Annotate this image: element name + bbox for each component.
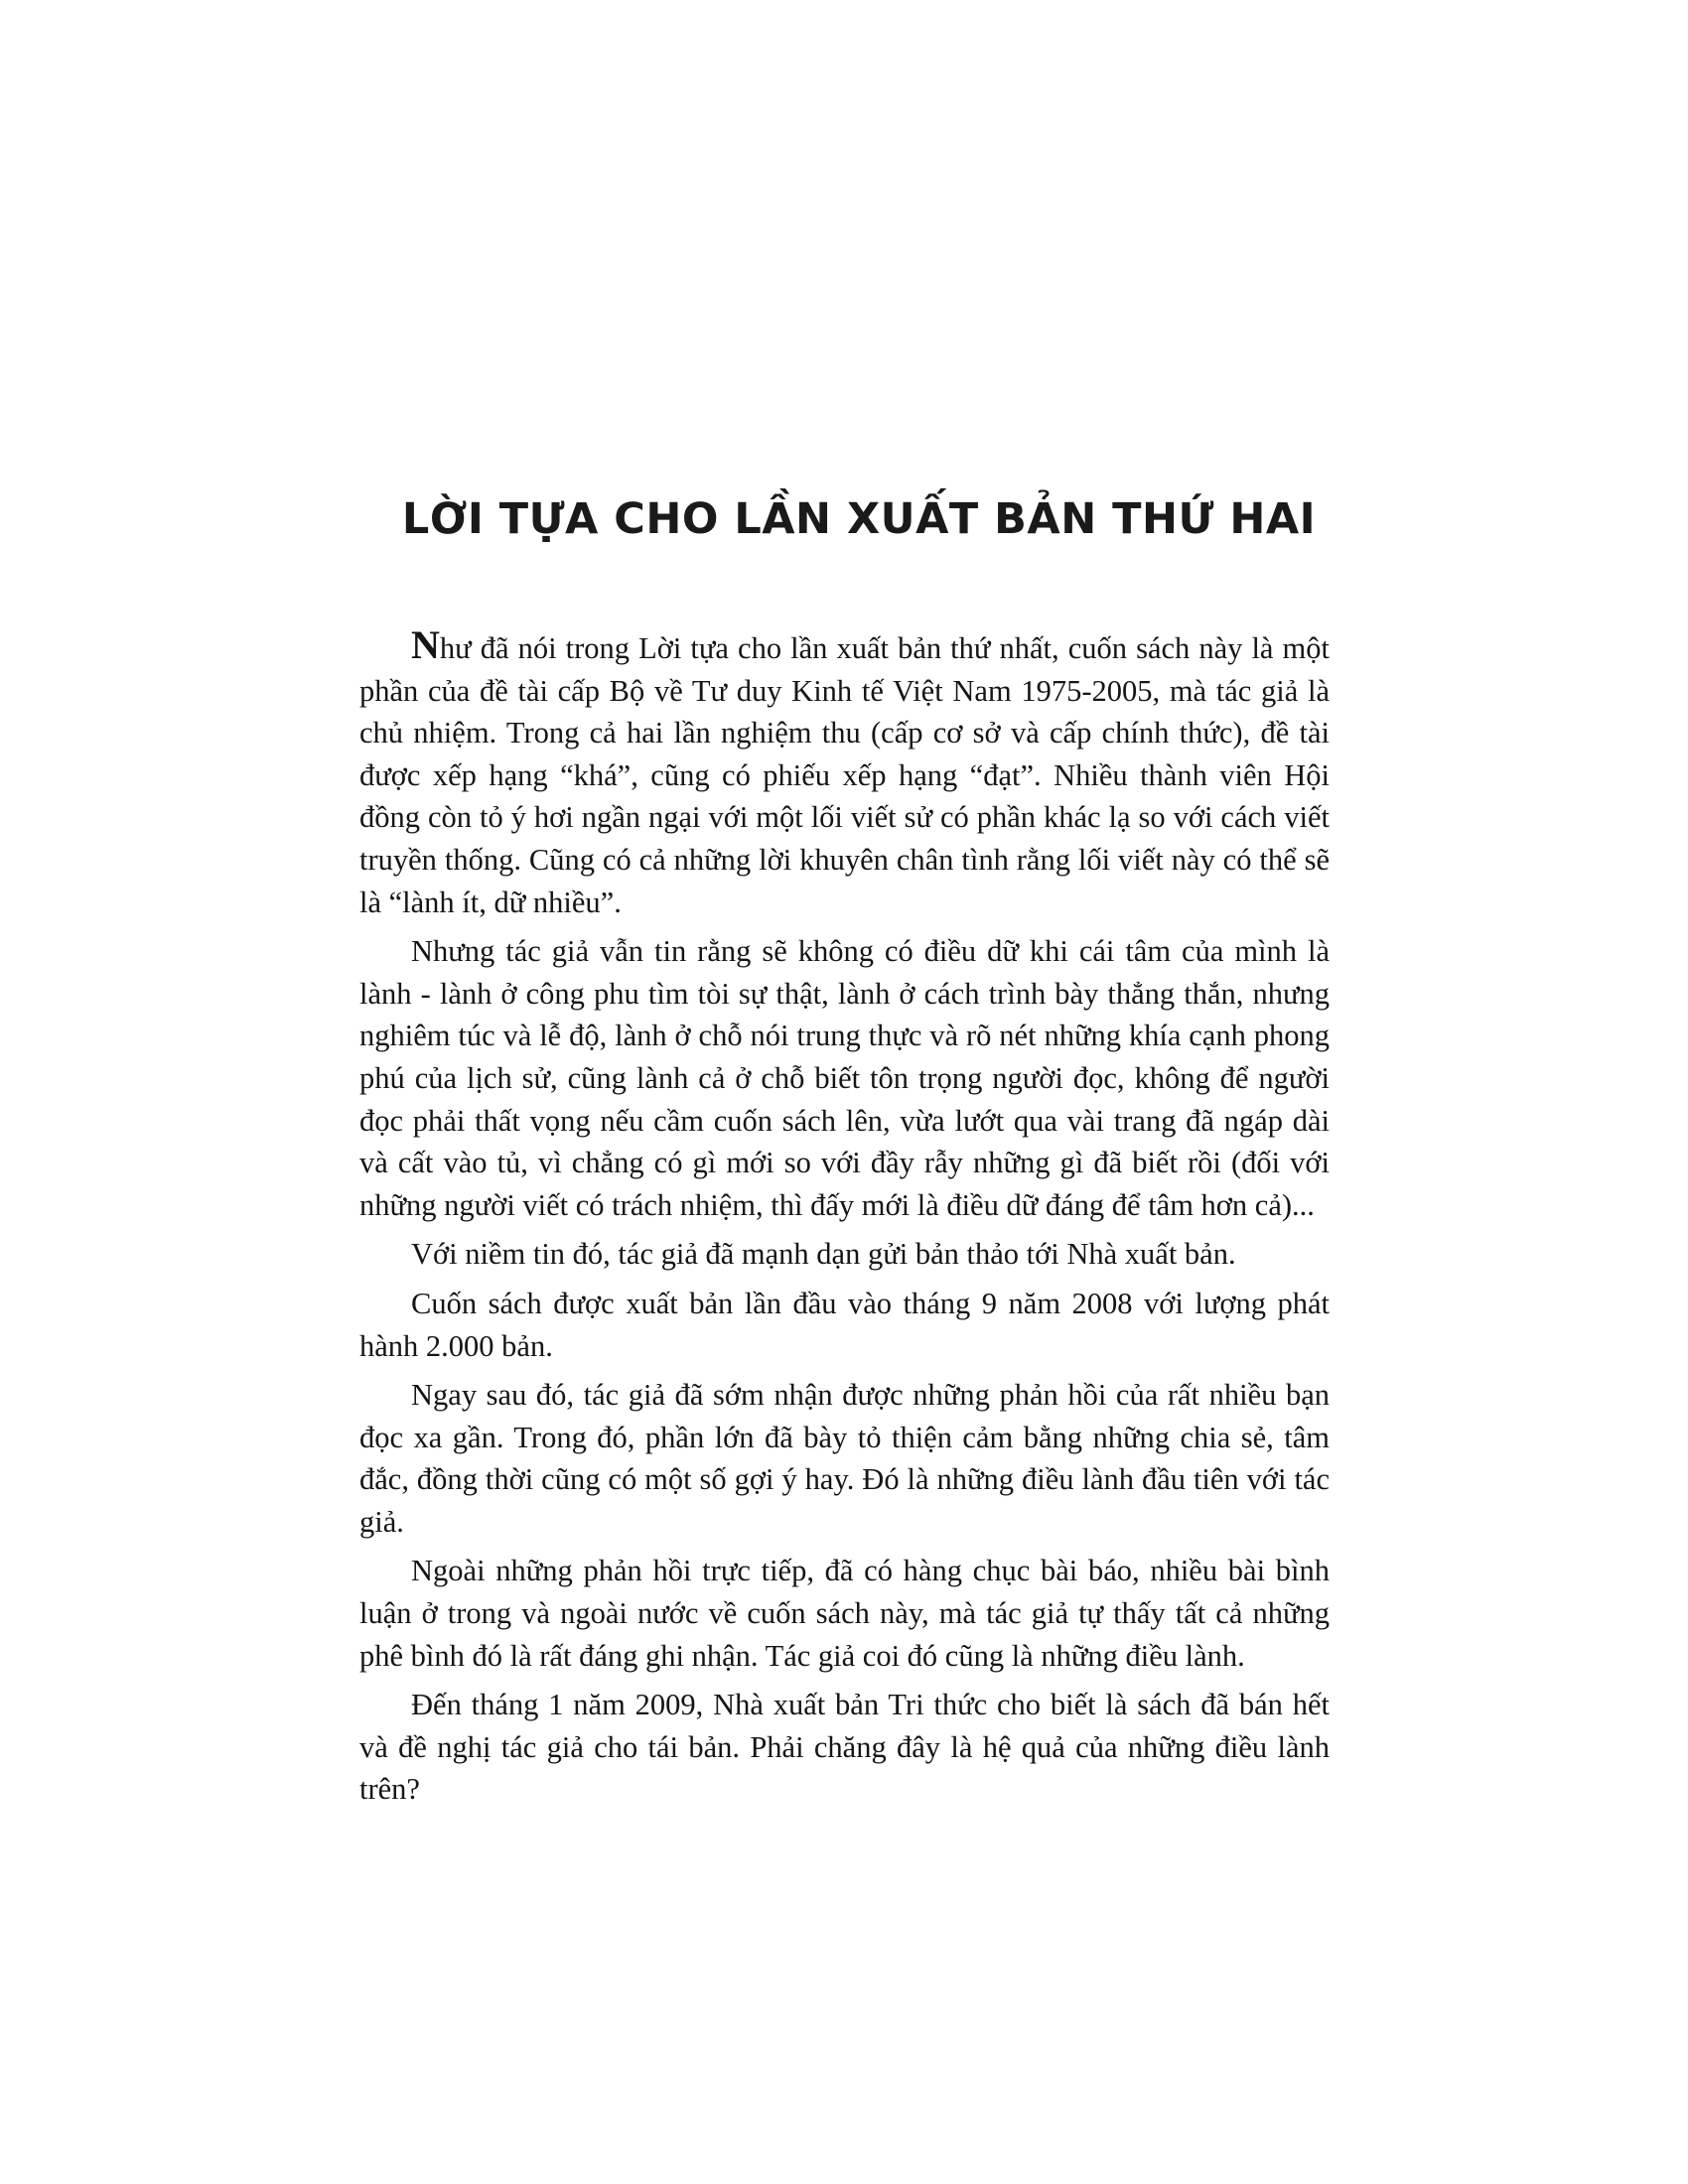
paragraph-4: Cuốn sách được xuất bản lần đầu vào tháng 9 năm 2008 với lượng phát hành 2.000 bản.	[359, 1286, 1330, 1363]
paragraph-3: Với niềm tin đó, tác giả đã mạnh dạn gửi bản thảo tới Nhà xuất bản.	[411, 1237, 1236, 1272]
paragraph-1-text: hư đã nói trong Lời tựa cho lần xuất bản thứ nhất, cuốn sách này là một phần của đề tài cấp Bộ về Tư duy Kinh tế Việt Nam 1975-2005, mà tác giả là chủ nhiệm. Trong cả hai lần nghiệm thu (cấp cơ sở và cấp chính thức), đề tài được xếp hạng “khá”, cũng có phiếu xếp hạng “đạt”. Nhiều thành viên Hội đồng còn tỏ ý hơi ngần ngại với một lối viết sử có phần khác lạ so với cách viết truyền thống. Cũng có cả những lời khuyên chân tình rằng lối viết này có thể sẽ là “lành ít, dữ nhiều”.	[359, 631, 1330, 919]
paragraph-7: Đến tháng 1 năm 2009, Nhà xuất bản Tri thức cho biết là sách đã bán hết và đề nghị tác giả cho tái bản. Phải chăng đây là hệ quả của những điều lành trên?	[359, 1688, 1330, 1807]
paragraph-1	[359, 622, 1330, 923]
body-text	[359, 622, 1330, 1818]
page-title: LỜI TỰA CHO LẦN XUẤT BẢN THỨ HAI	[401, 494, 1317, 544]
paragraph-5: Ngay sau đó, tác giả đã sớm nhận được những phản hồi của rất nhiều bạn đọc xa gần. Trong đó, phần lớn đã bày tỏ thiện cảm bằng những chia sẻ, tâm đắc, đồng thời cũng có một số gợi ý hay. Đó là những điều lành đầu tiên với tác giả.	[359, 1378, 1330, 1539]
paragraph-6: Ngoài những phản hồi trực tiếp, đã có hàng chục bài báo, nhiều bài bình luận ở trong và ngoài nước về cuốn sách này, mà tác giả tự thấy tất cả những phê bình đó là rất đáng ghi nhận. Tác giả coi đó cũng là những điều lành.	[359, 1554, 1330, 1673]
paragraph-2: Nhưng tác giả vẫn tin rằng sẽ không có điều dữ khi cái tâm của mình là lành - lành ở công phu tìm tòi sự thật, lành ở cách trình bày thẳng thắn, nhưng nghiêm túc và lễ độ, lành ở chỗ nói trung thực và rõ nét những khía cạnh phong phú của lịch sử, cũng lành cả ở chỗ biết tôn trọng người đọc, không để người đọc phải thất vọng nếu cầm cuốn sách lên, vừa lướt qua vài trang đã ngáp dài và cất vào tủ, vì chẳng có gì mới so với đầy rẫy những gì đã biết rồi (đối với những người viết có trách nhiệm, thì đấy mới là điều dữ đáng để tâm hơn cả)...	[359, 934, 1330, 1222]
initial-letter: N	[411, 622, 440, 667]
